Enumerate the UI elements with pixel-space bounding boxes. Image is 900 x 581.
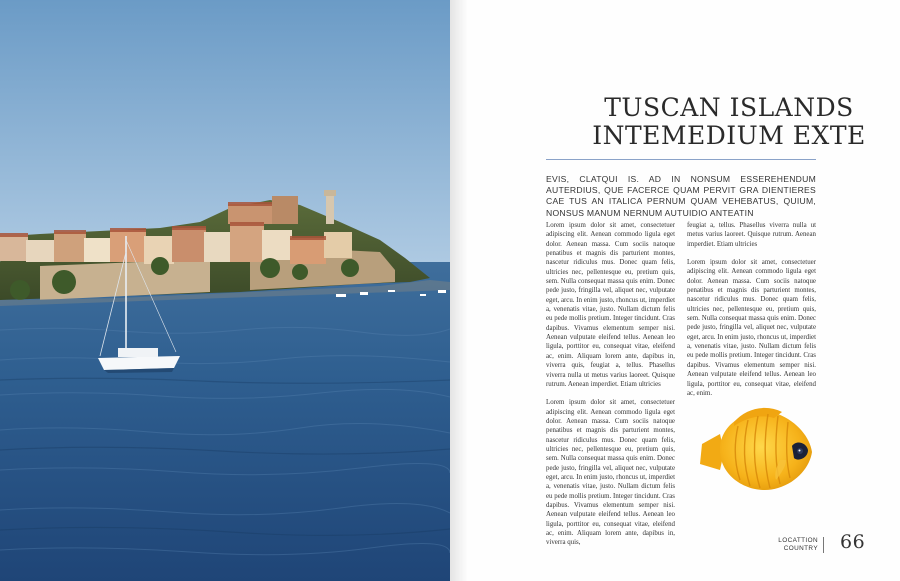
article-page xyxy=(450,0,900,581)
body-column-left xyxy=(546,221,675,557)
footer-country: COUNTRY xyxy=(783,545,818,553)
footer-divider xyxy=(823,537,824,553)
body-column-right xyxy=(687,221,816,407)
title-line-1: TUSCAN ISLANDS xyxy=(604,93,854,122)
footer-location-label xyxy=(750,537,818,553)
body-paragraph: Lorem ipsum dolor sit amet, consectetuer adipiscing elit. Aenean commodo ligula eget dolor. Aenean massa. Cum sociis natoque penatibus et magnis dis parturient montes, nascetur ridiculus mus. Donec quam felis, ultricies nec, pellentesque eu, pretium quis, sem. Nulla consequat massa quis enim. Donec pede justo, fringilla vel, aliquet nec, vulputate eget, arcu. In enim justo, rhoncus ut, imperdiet a, venenatis vitae, justo. Nullam dictum felis eu pede mollis pretium. Integer tincidunt. Cras dapibus. Vivamus elementum semper nisi. Aenean vulputate eleifend tellus. Aenean leo ligula, porttitor eu, consequat vitae, eleifend ac, enim. Aliquam lorem ante, dapibus in, viverra quis, feugiat a, tellus. Phasellus viverra nulla ut metus varius laoreet. Quisque rutrum. Aenean imperdiet. Etiam ultricies xyxy=(546,222,675,388)
spine-shadow xyxy=(450,0,468,581)
title-divider xyxy=(546,159,816,160)
lead-paragraph: EVIS, CLATQUI IS. AD IN NONSUM ESSEREHENDUM AUTERDIUS, QUE FACERCE QUAM PERVIT GRA DIENTIERES CAE TUS AN ITALICA PERNUM QUAM VEHEBATUS, QUIUM, NONSUS MANUM NERNUM AUTUIDIO ANTEATIN xyxy=(546,174,816,218)
page-number: 66 xyxy=(840,531,866,553)
body-paragraph: Lorem ipsum dolor sit amet, consectetuer adipiscing elit. Aenean commodo ligula eget dolor. Aenean massa. Cum sociis natoque penatibus et magnis dis parturient montes, nascetur ridiculus mus. Donec quam felis, ultricies nec, pellentesque eu, pretium quis, sem. Nulla consequat massa quis enim. Donec pede justo, fringilla vel, aliquet nec, vulputate eget, arcu. In enim justo, rhoncus ut, imperdiet a, venenatis vitae, justo. Nullam dictum felis eu pede mollis pretium. Integer tincidunt. Cras dapibus. Vivamus elementum semper nisi. Aenean vulputate eleifend tellus. Aenean leo ligula, porttitor eu, consequat vitae, eleifend ac, enim. xyxy=(687,259,816,397)
body-paragraph: Lorem ipsum dolor sit amet, consectetuer adipiscing elit. Aenean commodo ligula eget dolor. Aenean massa. Cum sociis natoque penatibus et magnis dis parturient montes, nascetur ridiculus mus. Donec quam felis, ultricies nec, pellentesque eu, pretium quis, sem. Nulla consequat massa quis enim. Donec pede justo, fringilla vel, aliquet nec, vulputate eget, arcu. In enim justo, rhoncus ut, imperdiet a, venenatis vitae, justo. Nullam dictum felis eu pede mollis pretium. Integer tincidunt. Cras dapibus. Vivamus elementum semper nisi. Aenean vulputate eleifend tellus. Aenean leo ligula, porttitor eu, consequat vitae, eleifend ac, enim. Aliquam lorem ante, dapibus in, viverra quis, xyxy=(546,399,675,547)
title-line-2: INTEMEDIUM EXTE xyxy=(592,121,866,150)
butterflyfish-illustration xyxy=(694,400,818,500)
article-title xyxy=(546,94,900,150)
body-paragraph: feugiat a, tellus. Phasellus viverra nulla ut metus varius laoreet. Quisque rutrum. Aenean imperdiet. Etiam ultricies xyxy=(687,222,816,248)
footer-location: LOCATTION xyxy=(778,537,818,544)
